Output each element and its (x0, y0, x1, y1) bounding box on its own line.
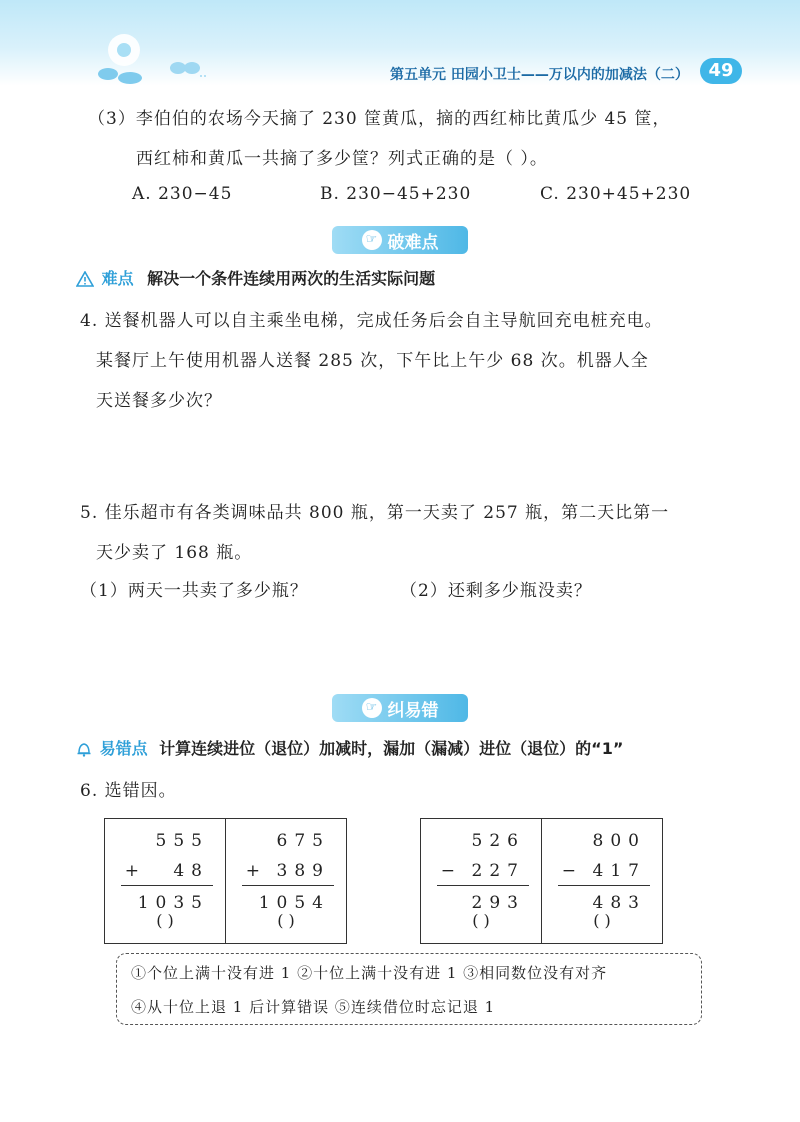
q4-line-1: 4. 送餐机器人可以自主乘坐电梯，完成任务后会自主导航回充电桩充电。 (80, 311, 663, 331)
calc-operator: + (245, 861, 260, 881)
q3-option-b: B. 230−45+230 (320, 184, 472, 204)
calc-operator: − (561, 861, 576, 881)
calc-result: 293 (471, 893, 525, 913)
calc-cell-4 (542, 819, 662, 943)
calc-top: 555 (155, 831, 209, 851)
pointing-hand-icon: ☞ (362, 698, 382, 718)
tip-text: 解决一个条件连续用两次的生活实际问题 (147, 269, 436, 288)
calc-rule (437, 885, 529, 886)
calc-operator: − (440, 861, 455, 881)
q5-sub-1: （1）两天一共卖了多少瓶？ (80, 581, 308, 601)
reason-options-box (116, 953, 702, 1025)
calc-cell-1 (105, 819, 225, 943)
calc-result: 483 (592, 893, 646, 913)
banner-label: 纠易错 (387, 700, 439, 721)
calc-top: 526 (471, 831, 525, 851)
warning-icon (76, 271, 94, 287)
tip-tag: 难点 (101, 269, 134, 288)
calc-table-subtraction (420, 818, 663, 944)
bell-icon (76, 741, 92, 757)
calc-result: 1054 (258, 893, 330, 913)
reason-options-line-2: ④从十位上退 1 后计算错误 ⑤连续借位时忘记退 1 (131, 998, 496, 1016)
q6-title: 6. 选错因。 (80, 781, 177, 801)
sunflower-icon (96, 30, 156, 86)
q5-sub-2: （2）还剩多少瓶没卖？ (400, 581, 592, 601)
answer-blank[interactable]: ( ) (156, 911, 174, 930)
calc-top: 800 (592, 831, 646, 851)
q5-line-2: 天少卖了 168 瓶。 (96, 543, 253, 563)
calc-bottom: 389 (276, 861, 330, 881)
butterfly-icon (168, 58, 208, 82)
calc-cell-2 (226, 819, 346, 943)
q3-line-2: 西红柿和黄瓜一共摘了多少筐？列式正确的是（ ）。 (136, 149, 548, 169)
tip-text: 计算连续进位（退位）加减时，漏加（漏减）进位（退位）的“1” (159, 739, 624, 758)
calc-table-addition (104, 818, 347, 944)
pointing-hand-icon: ☞ (362, 230, 382, 250)
reason-options-line-1: ①个位上满十没有进 1 ②十位上满十没有进 1 ③相同数位没有对齐 (131, 964, 608, 982)
calc-rule (121, 885, 213, 886)
calc-bottom: 227 (471, 861, 525, 881)
q5-line-1: 5. 佳乐超市有各类调味品共 800 瓶，第一天卖了 257 瓶，第二天比第一 (80, 503, 670, 523)
mistake-tip (76, 736, 623, 759)
section-banner-difficulty (332, 226, 468, 254)
answer-blank[interactable]: ( ) (593, 911, 611, 930)
calc-operator: + (124, 861, 139, 881)
banner-label: 破难点 (387, 232, 439, 253)
calc-cell-3 (421, 819, 541, 943)
difficulty-tip (76, 266, 435, 289)
tip-tag: 易错点 (99, 739, 148, 758)
section-banner-mistakes (332, 694, 468, 722)
calc-top: 675 (276, 831, 330, 851)
q3-line-1: （3）李伯伯的农场今天摘了 230 筐黄瓜，摘的西红柿比黄瓜少 45 筐， (88, 109, 671, 129)
calc-rule (558, 885, 650, 886)
q3-option-c: C. 230+45+230 (540, 184, 692, 204)
calc-result: 1035 (137, 893, 209, 913)
unit-title: 第五单元 田园小卫士——万以内的加减法（二） (390, 67, 689, 83)
q4-line-3: 天送餐多少次？ (96, 391, 222, 411)
answer-blank[interactable]: ( ) (472, 911, 490, 930)
q4-line-2: 某餐厅上午使用机器人送餐 285 次，下午比上午少 68 次。机器人全 (96, 351, 649, 371)
page-number: 49 (700, 58, 742, 84)
calc-bottom: 417 (592, 861, 646, 881)
answer-blank[interactable]: ( ) (277, 911, 295, 930)
calc-bottom: 48 (173, 861, 209, 881)
calc-rule (242, 885, 334, 886)
q3-option-a: A. 230−45 (132, 184, 233, 204)
